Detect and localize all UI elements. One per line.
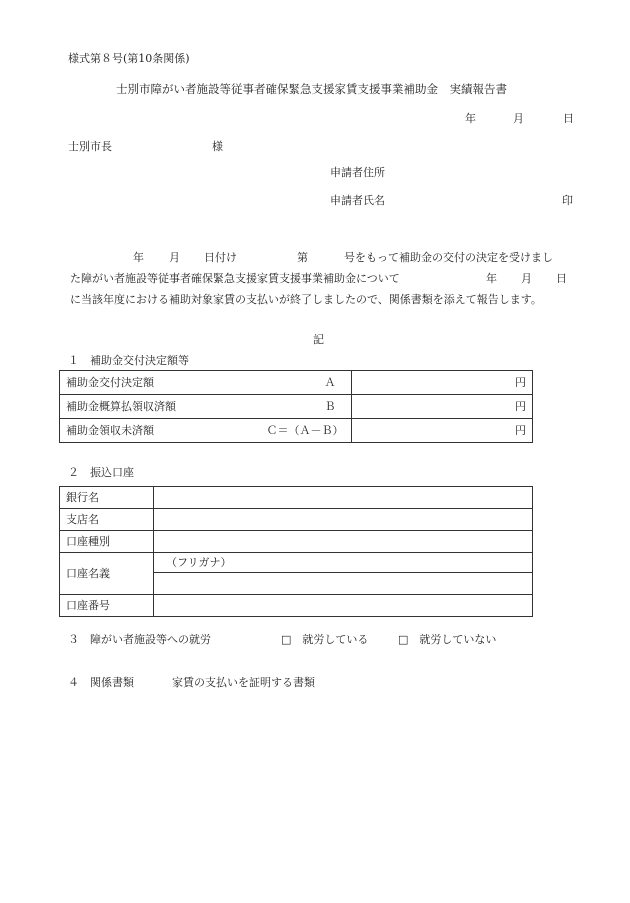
branch-name-field[interactable] [154,509,533,531]
amount-value-cell[interactable] [352,419,533,443]
account-holder-label: 口座名義 [60,553,154,595]
subsidy-amount-table [59,370,533,443]
body-year-label: 年 [133,251,144,264]
applicant-address-label: 申請者住所 [330,166,385,179]
section2-heading: ２ 振込口座 [68,466,134,479]
ki-heading: 記 [313,333,324,346]
branch-name-label: 支店名 [60,509,154,531]
body-month-label: 月 [169,251,180,264]
checkbox-not-working[interactable]: □ 就労していない [398,633,497,646]
account-number-label: 口座番号 [60,595,154,617]
row-code: Ａ [324,376,336,389]
section1-heading: １ 補助金交付決定額等 [68,354,189,367]
body-dated-label: 日付け [204,251,237,264]
body-line2-day: 日 [556,272,567,285]
addressee-name: 士別市長 [68,140,112,153]
account-number-field[interactable] [154,595,533,617]
body-line2-text: た障がい者施設等従事者確保緊急支援家賃支援事業補助金について [70,272,400,285]
amount-value-cell[interactable] [352,371,533,395]
bank-account-table [59,486,533,617]
related-documents-value: 家賃の支払いを証明する書類 [172,676,315,689]
date-year-label: 年 [465,112,476,125]
row-label: 補助金領収未済額 [66,424,154,437]
addressee-honorific: 様 [212,140,223,153]
section3-heading: ３ 障がい者施設等への就労 [68,633,211,646]
furigana-field[interactable] [154,553,533,573]
bank-name-field[interactable] [154,487,533,509]
body-line2-month: 月 [521,272,532,285]
seal-mark: 印 [562,194,573,207]
form-number: 様式第８号(第10条関係) [68,52,190,65]
amount-label-cell [60,395,352,419]
body-line3-text: に当該年度における補助対象家賃の支払いが終了しましたので、関係書類を添えて報告します。 [70,293,542,306]
amount-label-cell [60,371,352,395]
yen-unit: 円 [515,424,526,437]
body-line2-year: 年 [486,272,497,285]
table-row [60,509,533,531]
yen-unit: 円 [515,400,526,413]
table-row [60,419,533,443]
table-row [60,487,533,509]
row-label: 補助金交付決定額 [66,376,154,389]
account-type-label: 口座種別 [60,531,154,553]
bank-name-label: 銀行名 [60,487,154,509]
account-holder-field[interactable] [154,573,533,595]
date-day-label: 日 [563,112,574,125]
yen-unit: 円 [515,376,526,389]
section4-heading: ４ 関係書類 [68,676,134,689]
table-row [60,395,533,419]
table-row [60,371,533,395]
applicant-name-label: 申請者氏名 [330,194,385,207]
body-number-label: 第 [297,251,308,264]
table-row [60,595,533,617]
document-title: 士別市障がい者施設等従事者確保緊急支援家賃支援事業補助金 実績報告書 [116,82,507,96]
row-label: 補助金概算払領収済額 [66,400,176,413]
checkbox-working[interactable]: □ 就労している [281,633,369,646]
table-row [60,553,533,573]
amount-label-cell [60,419,352,443]
account-type-field[interactable] [154,531,533,553]
row-code: Ｃ＝（Ａ－Ｂ） [266,424,344,437]
row-code: Ｂ [324,400,336,413]
date-month-label: 月 [513,112,524,125]
table-row [60,531,533,553]
amount-value-cell[interactable] [352,395,533,419]
furigana-label: （フリガナ） [166,556,232,569]
body-line1-text: 号をもって補助金の交付の決定を受けまし [344,251,553,264]
